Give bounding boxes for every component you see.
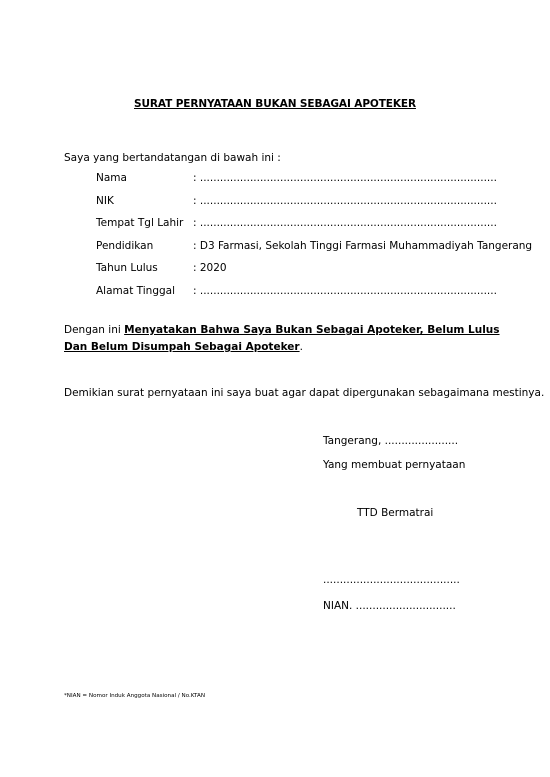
field-label: Alamat Tinggal [96, 284, 175, 297]
statement-prefix: Dengan ini [64, 324, 125, 336]
field-row-tahun-lulus [96, 262, 526, 285]
signature-maker-label: Yang membuat pernyataan [323, 459, 466, 471]
field-row-nik [96, 195, 526, 218]
intro-text: Saya yang bertandatangan di bawah ini : [64, 152, 281, 164]
statement-paragraph [64, 322, 504, 356]
field-value: : ......................................................................................... [193, 284, 497, 297]
field-row-nama [96, 172, 526, 195]
field-value: : ......................................................................................... [193, 194, 497, 207]
field-row-pendidikan [96, 239, 533, 263]
identity-fields [96, 172, 533, 307]
statement-emphasis: Menyatakan Bahwa Saya Bukan Sebagai Apoteker, Belum Lulus Dan Belum Disumpah Sebagai Apoteker [64, 324, 500, 353]
statement-suffix: . [299, 341, 303, 353]
field-value: : ......................................................................................... [193, 217, 497, 229]
field-label: Pendidikan [96, 239, 154, 252]
field-row-alamat-tinggal [96, 285, 526, 308]
footnote: *NIAN = Nomor Induk Anggota Nasional / No.KTAN [64, 693, 206, 699]
field-label: Tahun Lulus [96, 262, 158, 274]
field-label: NIK [96, 194, 114, 207]
field-value: : ......................................................................................... [193, 172, 497, 184]
document-title: SURAT PERNYATAAN BUKAN SEBAGAI APOTEKER [134, 98, 416, 110]
field-label: Nama [96, 172, 127, 184]
signature-name-line: ......................................... [323, 574, 460, 586]
field-label: Tempat Tgl Lahir [96, 217, 184, 229]
field-row-tempat-tgl-lahir [96, 217, 526, 240]
signature-ttd-label: TTD Bermatrai [357, 507, 434, 519]
signature-nian: NIAN. .............................. [323, 600, 456, 612]
closing-text: Demikian surat pernyataan ini saya buat agar dapat dipergunakan sebagaimana mestinya. [64, 387, 545, 399]
field-value: : D3 Farmasi, Sekolah Tinggi Farmasi Muhammadiyah Tangerang [193, 239, 533, 252]
field-value: : 2020 [193, 262, 227, 274]
signature-place-date: Tangerang, ...................... [323, 435, 459, 447]
